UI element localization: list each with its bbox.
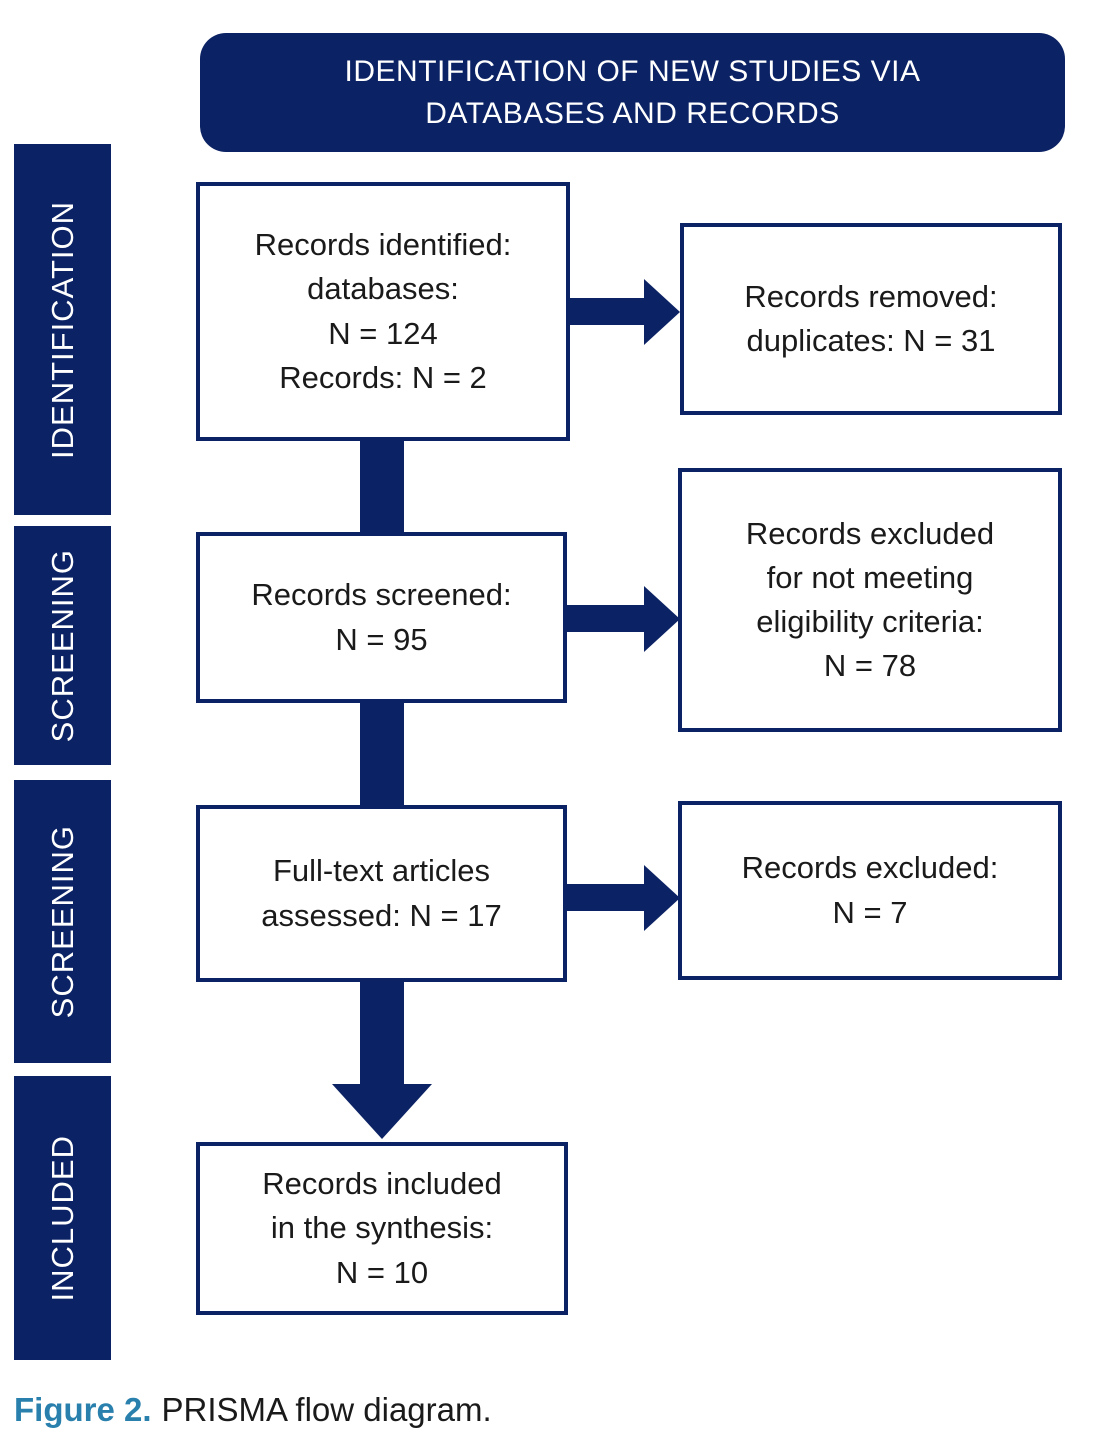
figure-caption <box>14 1390 492 1430</box>
box-line: Records excluded: <box>741 850 999 886</box>
box-line: Records removed: <box>744 278 998 314</box>
box-line: Records: N = 2 <box>279 359 487 395</box>
stage-label-included: INCLUDED <box>44 1134 80 1302</box>
box-line: in the synthesis: <box>270 1210 494 1246</box>
box-records-excluded-eligibility <box>678 468 1062 732</box>
box-line: Full-text articles <box>272 853 491 889</box>
box-line: N = 124 <box>328 315 438 351</box>
box-line: N = 7 <box>832 894 908 930</box>
box-records-identified <box>196 182 570 441</box>
box-line: Records screened: <box>251 577 512 613</box>
stage-label-identification: IDENTIFICATION <box>44 200 80 459</box>
box-line: assessed: N = 17 <box>261 897 502 933</box>
box-line: Records identified: <box>254 227 512 263</box>
box-records-screened <box>196 532 567 703</box>
stage-band-screening-1 <box>14 526 111 765</box>
box-records-excluded-fulltext <box>678 801 1062 980</box>
arrow-screened-to-excluded-head <box>644 586 680 652</box>
box-records-removed-duplicates <box>680 223 1062 415</box>
arrow-fulltext-to-included-shaft <box>360 980 404 1085</box>
box-line: N = 78 <box>823 648 917 684</box>
box-line: Records included <box>262 1166 502 1202</box>
figure-caption-text: PRISMA flow diagram. <box>161 1391 492 1428</box>
box-fulltext-assessed <box>196 805 567 982</box>
connector-identified-to-screened <box>360 439 404 535</box>
arrow-identified-to-removed-shaft <box>566 298 646 325</box>
box-line: databases: <box>307 271 459 307</box>
box-records-included <box>196 1142 568 1315</box>
stage-band-included <box>14 1076 111 1360</box>
arrow-screened-to-excluded-shaft <box>563 605 646 632</box>
arrow-fulltext-to-excluded-head <box>644 865 680 931</box>
box-line: N = 10 <box>335 1254 429 1290</box>
stage-label-screening-1: SCREENING <box>44 548 80 743</box>
connector-screened-to-fulltext <box>360 701 404 808</box>
figure-caption-label: Figure 2. <box>14 1391 152 1428</box>
stage-label-screening-2: SCREENING <box>44 824 80 1019</box>
box-line: eligibility criteria: <box>756 604 984 639</box>
box-line: duplicates: N = 31 <box>746 323 996 358</box>
box-line: N = 95 <box>335 621 428 657</box>
box-line: Records excluded <box>745 515 995 551</box>
stage-band-screening-2 <box>14 780 111 1063</box>
diagram-title: IDENTIFICATION OF NEW STUDIES VIA DATABASES AND RECORDS <box>344 55 921 130</box>
diagram-title-banner <box>200 33 1065 152</box>
arrow-identified-to-removed-head <box>644 279 680 345</box>
box-line: for not meeting <box>766 559 974 595</box>
arrow-fulltext-to-included-head <box>332 1084 432 1139</box>
arrow-fulltext-to-excluded-shaft <box>563 884 646 911</box>
stage-band-identification <box>14 144 111 515</box>
